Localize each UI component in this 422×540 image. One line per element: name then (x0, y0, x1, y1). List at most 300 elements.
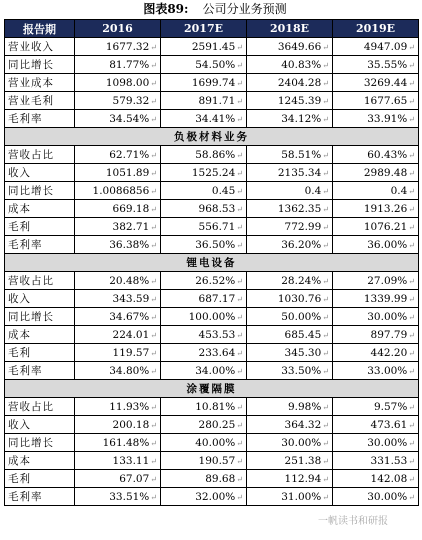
figure-label: 图表89: (143, 2, 189, 16)
table-row (5, 470, 419, 488)
cell-value: 11.93% (109, 400, 150, 413)
table-cell (161, 92, 247, 110)
table-cell (161, 164, 247, 182)
watermark: 一帆读书和研报 (318, 516, 388, 527)
cell-value: 3269.44 (363, 76, 408, 89)
cell-value: 4947.09 (363, 40, 408, 53)
table-cell (75, 38, 161, 56)
return-mark-icon: ↵ (150, 474, 157, 484)
return-mark-icon: ↵ (150, 222, 157, 232)
return-mark-icon: ↵ (408, 114, 415, 124)
return-mark-icon: ↵ (408, 96, 415, 106)
table-cell (75, 92, 161, 110)
table-cell (333, 470, 419, 488)
cell-value: 331.53 (370, 454, 408, 467)
section-title: 锂电设备 (5, 254, 419, 272)
cell-value: 89.68 (205, 472, 236, 485)
return-mark-icon: ↵ (150, 348, 157, 358)
cell-value: 1339.99 (363, 292, 408, 305)
cell-value: 30.00% (367, 436, 408, 449)
table-cell (161, 416, 247, 434)
cell-value: 34.80% (109, 364, 150, 377)
table-row (5, 164, 419, 182)
cell-value: 34.41% (195, 112, 236, 125)
table-cell (333, 164, 419, 182)
cell-value: 34.67% (109, 310, 150, 323)
table-cell (247, 92, 333, 110)
return-mark-icon: ↵ (408, 240, 415, 250)
cell-value: 1.0086856 (92, 184, 150, 197)
table-cell (161, 38, 247, 56)
return-mark-icon: ↵ (322, 438, 329, 448)
return-mark-icon: ↵ (322, 78, 329, 88)
row-label: 毛利 (5, 218, 75, 236)
table-row (5, 326, 419, 344)
cell-value: 343.59 (112, 292, 150, 305)
table-cell (161, 200, 247, 218)
return-mark-icon: ↵ (236, 402, 243, 412)
cell-value: 1362.35 (277, 202, 322, 215)
cell-value: 1076.21 (363, 220, 408, 233)
cell-value: 473.61 (370, 418, 408, 431)
table-cell (333, 326, 419, 344)
return-mark-icon: ↵ (150, 114, 157, 124)
table-cell (247, 56, 333, 74)
return-mark-icon: ↵ (408, 42, 415, 52)
table-row (5, 56, 419, 74)
return-mark-icon: ↵ (150, 168, 157, 178)
section-header (5, 128, 419, 146)
cell-value: 33.51% (109, 490, 150, 503)
return-mark-icon: ↵ (150, 150, 157, 160)
table-cell (161, 308, 247, 326)
cell-value: 968.53 (198, 202, 236, 215)
return-mark-icon: ↵ (408, 150, 415, 160)
cell-value: 1913.26 (363, 202, 408, 215)
cell-value: 81.77% (109, 58, 150, 71)
table-cell (333, 398, 419, 416)
table-cell (247, 236, 333, 254)
return-mark-icon: ↵ (322, 96, 329, 106)
return-mark-icon: ↵ (236, 78, 243, 88)
table-cell (161, 146, 247, 164)
return-mark-icon: ↵ (322, 222, 329, 232)
return-mark-icon: ↵ (150, 456, 157, 466)
cell-value: 190.57 (198, 454, 236, 467)
cell-value: 1677.32 (105, 40, 150, 53)
table-cell (247, 452, 333, 470)
return-mark-icon: ↵ (322, 456, 329, 466)
cell-value: 556.71 (198, 220, 236, 233)
return-mark-icon: ↵ (150, 420, 157, 430)
cell-value: 20.48% (109, 274, 150, 287)
return-mark-icon: ↵ (408, 474, 415, 484)
cell-value: 453.53 (198, 328, 236, 341)
cell-value: 1051.89 (105, 166, 150, 179)
return-mark-icon: ↵ (150, 492, 157, 502)
cell-value: 897.79 (370, 328, 408, 341)
table-body (5, 38, 419, 506)
table-row (5, 182, 419, 200)
cell-value: 100.00% (188, 310, 236, 323)
table-row (5, 146, 419, 164)
table-row (5, 218, 419, 236)
table-cell (161, 434, 247, 452)
table-row (5, 308, 419, 326)
cell-value: 50.00% (281, 310, 322, 323)
return-mark-icon: ↵ (236, 222, 243, 232)
cell-value: 9.57% (373, 400, 408, 413)
table-cell (75, 290, 161, 308)
table-cell (75, 200, 161, 218)
cell-value: 40.83% (281, 58, 322, 71)
table-cell (247, 416, 333, 434)
header-period: 报告期 (5, 20, 75, 38)
return-mark-icon: ↵ (408, 456, 415, 466)
cell-value: 35.55% (367, 58, 408, 71)
return-mark-icon: ↵ (150, 42, 157, 52)
table-cell (333, 56, 419, 74)
return-mark-icon: ↵ (236, 492, 243, 502)
cell-value: 10.81% (195, 400, 236, 413)
return-mark-icon: ↵ (236, 294, 243, 304)
table-row (5, 398, 419, 416)
return-mark-icon: ↵ (150, 240, 157, 250)
cell-value: 142.08 (370, 472, 408, 485)
return-mark-icon: ↵ (322, 240, 329, 250)
return-mark-icon: ↵ (236, 474, 243, 484)
table-cell (161, 488, 247, 506)
table-cell (333, 416, 419, 434)
table-row (5, 362, 419, 380)
header-2018e: 2018E (247, 20, 333, 38)
cell-value: 67.07 (119, 472, 150, 485)
cell-value: 119.57 (112, 346, 150, 359)
return-mark-icon: ↵ (150, 96, 157, 106)
return-mark-icon: ↵ (322, 474, 329, 484)
table-row (5, 416, 419, 434)
cell-value: 33.00% (367, 364, 408, 377)
return-mark-icon: ↵ (150, 312, 157, 322)
cell-value: 2135.34 (277, 166, 322, 179)
cell-value: 27.09% (367, 274, 408, 287)
row-label: 营收占比 (5, 272, 75, 290)
return-mark-icon: ↵ (150, 330, 157, 340)
table-cell (75, 182, 161, 200)
table-cell (247, 164, 333, 182)
table-cell (247, 434, 333, 452)
return-mark-icon: ↵ (322, 204, 329, 214)
row-label: 营业成本 (5, 74, 75, 92)
return-mark-icon: ↵ (408, 168, 415, 178)
table-cell (75, 110, 161, 128)
return-mark-icon: ↵ (236, 150, 243, 160)
return-mark-icon: ↵ (408, 330, 415, 340)
table-cell (75, 398, 161, 416)
return-mark-icon: ↵ (236, 348, 243, 358)
cell-value: 30.00% (367, 490, 408, 503)
row-label: 成本 (5, 200, 75, 218)
return-mark-icon: ↵ (408, 366, 415, 376)
return-mark-icon: ↵ (408, 276, 415, 286)
cell-value: 30.00% (281, 436, 322, 449)
forecast-table (4, 19, 419, 506)
cell-value: 2591.45 (191, 40, 236, 53)
return-mark-icon: ↵ (150, 78, 157, 88)
table-cell (161, 326, 247, 344)
cell-value: 891.71 (198, 94, 236, 107)
table-row (5, 452, 419, 470)
table-cell (247, 488, 333, 506)
cell-value: 161.48% (102, 436, 150, 449)
table-cell (161, 236, 247, 254)
cell-value: 1245.39 (277, 94, 322, 107)
table-cell (247, 182, 333, 200)
table-cell (75, 236, 161, 254)
return-mark-icon: ↵ (322, 150, 329, 160)
row-label: 收入 (5, 290, 75, 308)
table-cell (247, 110, 333, 128)
row-label: 同比增长 (5, 434, 75, 452)
return-mark-icon: ↵ (150, 186, 157, 196)
table-cell (247, 200, 333, 218)
row-label: 成本 (5, 452, 75, 470)
return-mark-icon: ↵ (322, 114, 329, 124)
table-cell (75, 308, 161, 326)
table-cell (333, 146, 419, 164)
table-cell (161, 56, 247, 74)
return-mark-icon: ↵ (408, 420, 415, 430)
return-mark-icon: ↵ (322, 60, 329, 70)
table-cell (333, 308, 419, 326)
cell-value: 9.98% (287, 400, 322, 413)
row-label: 营收占比 (5, 398, 75, 416)
table-cell (161, 344, 247, 362)
cell-value: 33.50% (281, 364, 322, 377)
table-cell (333, 236, 419, 254)
table-cell (333, 290, 419, 308)
cell-value: 26.52% (195, 274, 236, 287)
return-mark-icon: ↵ (322, 276, 329, 286)
table-cell (161, 74, 247, 92)
return-mark-icon: ↵ (236, 114, 243, 124)
return-mark-icon: ↵ (236, 330, 243, 340)
table-cell (247, 344, 333, 362)
table-row (5, 434, 419, 452)
return-mark-icon: ↵ (236, 204, 243, 214)
table-cell (333, 74, 419, 92)
table-cell (247, 398, 333, 416)
cell-value: 669.18 (112, 202, 150, 215)
table-cell (333, 38, 419, 56)
header-2016: 2016 (75, 20, 161, 38)
cell-value: 33.91% (367, 112, 408, 125)
table-cell (333, 110, 419, 128)
table-cell (75, 434, 161, 452)
table-cell (247, 362, 333, 380)
return-mark-icon: ↵ (236, 240, 243, 250)
table-cell (75, 344, 161, 362)
return-mark-icon: ↵ (236, 312, 243, 322)
table-cell (333, 92, 419, 110)
header-2019e: 2019E (333, 20, 419, 38)
row-label: 毛利率 (5, 110, 75, 128)
cell-value: 1030.76 (277, 292, 322, 305)
row-label: 毛利率 (5, 362, 75, 380)
row-label: 同比增长 (5, 56, 75, 74)
return-mark-icon: ↵ (322, 294, 329, 304)
row-label: 同比增长 (5, 182, 75, 200)
table-cell (75, 74, 161, 92)
return-mark-icon: ↵ (408, 222, 415, 232)
return-mark-icon: ↵ (408, 78, 415, 88)
table-cell (75, 488, 161, 506)
table-cell (247, 146, 333, 164)
cell-value: 34.12% (281, 112, 322, 125)
table-row (5, 200, 419, 218)
figure-subtitle: 公司分业务预测 (202, 2, 287, 16)
cell-value: 772.99 (284, 220, 322, 233)
return-mark-icon: ↵ (408, 438, 415, 448)
cell-value: 1525.24 (191, 166, 236, 179)
table-cell (75, 146, 161, 164)
return-mark-icon: ↵ (236, 366, 243, 376)
return-mark-icon: ↵ (322, 348, 329, 358)
cell-value: 1677.65 (363, 94, 408, 107)
return-mark-icon: ↵ (322, 420, 329, 430)
table-cell (161, 452, 247, 470)
table-cell (161, 182, 247, 200)
row-label: 毛利率 (5, 236, 75, 254)
cell-value: 1098.00 (105, 76, 150, 89)
header-2017e: 2017E (161, 20, 247, 38)
return-mark-icon: ↵ (236, 168, 243, 178)
row-label: 营业收入 (5, 38, 75, 56)
cell-value: 36.50% (195, 238, 236, 251)
cell-value: 0.4 (390, 184, 408, 197)
table-cell (333, 344, 419, 362)
table-cell (75, 470, 161, 488)
return-mark-icon: ↵ (408, 204, 415, 214)
return-mark-icon: ↵ (236, 60, 243, 70)
return-mark-icon: ↵ (150, 402, 157, 412)
table-cell (333, 452, 419, 470)
return-mark-icon: ↵ (236, 456, 243, 466)
return-mark-icon: ↵ (236, 186, 243, 196)
table-cell (161, 290, 247, 308)
cell-value: 58.86% (195, 148, 236, 161)
table-cell (247, 290, 333, 308)
table-row (5, 488, 419, 506)
return-mark-icon: ↵ (322, 168, 329, 178)
table-cell (247, 218, 333, 236)
return-mark-icon: ↵ (408, 186, 415, 196)
section-title: 涂覆隔膜 (5, 380, 419, 398)
return-mark-icon: ↵ (408, 402, 415, 412)
cell-value: 34.54% (109, 112, 150, 125)
table-cell (161, 272, 247, 290)
row-label: 收入 (5, 416, 75, 434)
table-row (5, 344, 419, 362)
table-row (5, 92, 419, 110)
table-cell (333, 218, 419, 236)
return-mark-icon: ↵ (408, 492, 415, 502)
table-row (5, 290, 419, 308)
cell-value: 36.38% (109, 238, 150, 251)
table-cell (75, 416, 161, 434)
return-mark-icon: ↵ (322, 492, 329, 502)
cell-value: 62.71% (109, 148, 150, 161)
cell-value: 442.20 (370, 346, 408, 359)
cell-value: 579.32 (112, 94, 150, 107)
table-cell (333, 182, 419, 200)
table-cell (247, 74, 333, 92)
cell-value: 2404.28 (277, 76, 322, 89)
return-mark-icon: ↵ (408, 294, 415, 304)
return-mark-icon: ↵ (322, 402, 329, 412)
table-cell (75, 164, 161, 182)
return-mark-icon: ↵ (150, 438, 157, 448)
table-row (5, 236, 419, 254)
table-cell (75, 272, 161, 290)
return-mark-icon: ↵ (236, 96, 243, 106)
table-cell (75, 56, 161, 74)
cell-value: 31.00% (281, 490, 322, 503)
table-cell (161, 398, 247, 416)
table-cell (247, 38, 333, 56)
table-cell (161, 362, 247, 380)
row-label: 收入 (5, 164, 75, 182)
cell-value: 1699.74 (191, 76, 236, 89)
row-label: 毛利 (5, 470, 75, 488)
cell-value: 34.00% (195, 364, 236, 377)
table-cell (161, 470, 247, 488)
table-cell (333, 272, 419, 290)
cell-value: 60.43% (367, 148, 408, 161)
return-mark-icon: ↵ (408, 312, 415, 322)
row-label: 毛利 (5, 344, 75, 362)
row-label: 成本 (5, 326, 75, 344)
section-title: 负极材料业务 (5, 128, 419, 146)
table-cell (247, 308, 333, 326)
cell-value: 345.30 (284, 346, 322, 359)
cell-value: 251.38 (284, 454, 322, 467)
return-mark-icon: ↵ (150, 276, 157, 286)
cell-value: 54.50% (195, 58, 236, 71)
return-mark-icon: ↵ (408, 348, 415, 358)
return-mark-icon: ↵ (150, 294, 157, 304)
table-row (5, 110, 419, 128)
section-header (5, 380, 419, 398)
return-mark-icon: ↵ (322, 312, 329, 322)
cell-value: 364.32 (284, 418, 322, 431)
return-mark-icon: ↵ (150, 366, 157, 376)
return-mark-icon: ↵ (322, 330, 329, 340)
table-cell (247, 326, 333, 344)
table-cell (75, 326, 161, 344)
cell-value: 0.45 (211, 184, 236, 197)
section-header (5, 254, 419, 272)
table-cell (161, 110, 247, 128)
row-label: 毛利率 (5, 488, 75, 506)
row-label: 营收占比 (5, 146, 75, 164)
cell-value: 36.20% (281, 238, 322, 251)
table-cell (333, 200, 419, 218)
cell-value: 40.00% (195, 436, 236, 449)
cell-value: 133.11 (112, 454, 150, 467)
cell-value: 32.00% (195, 490, 236, 503)
table-row (5, 74, 419, 92)
